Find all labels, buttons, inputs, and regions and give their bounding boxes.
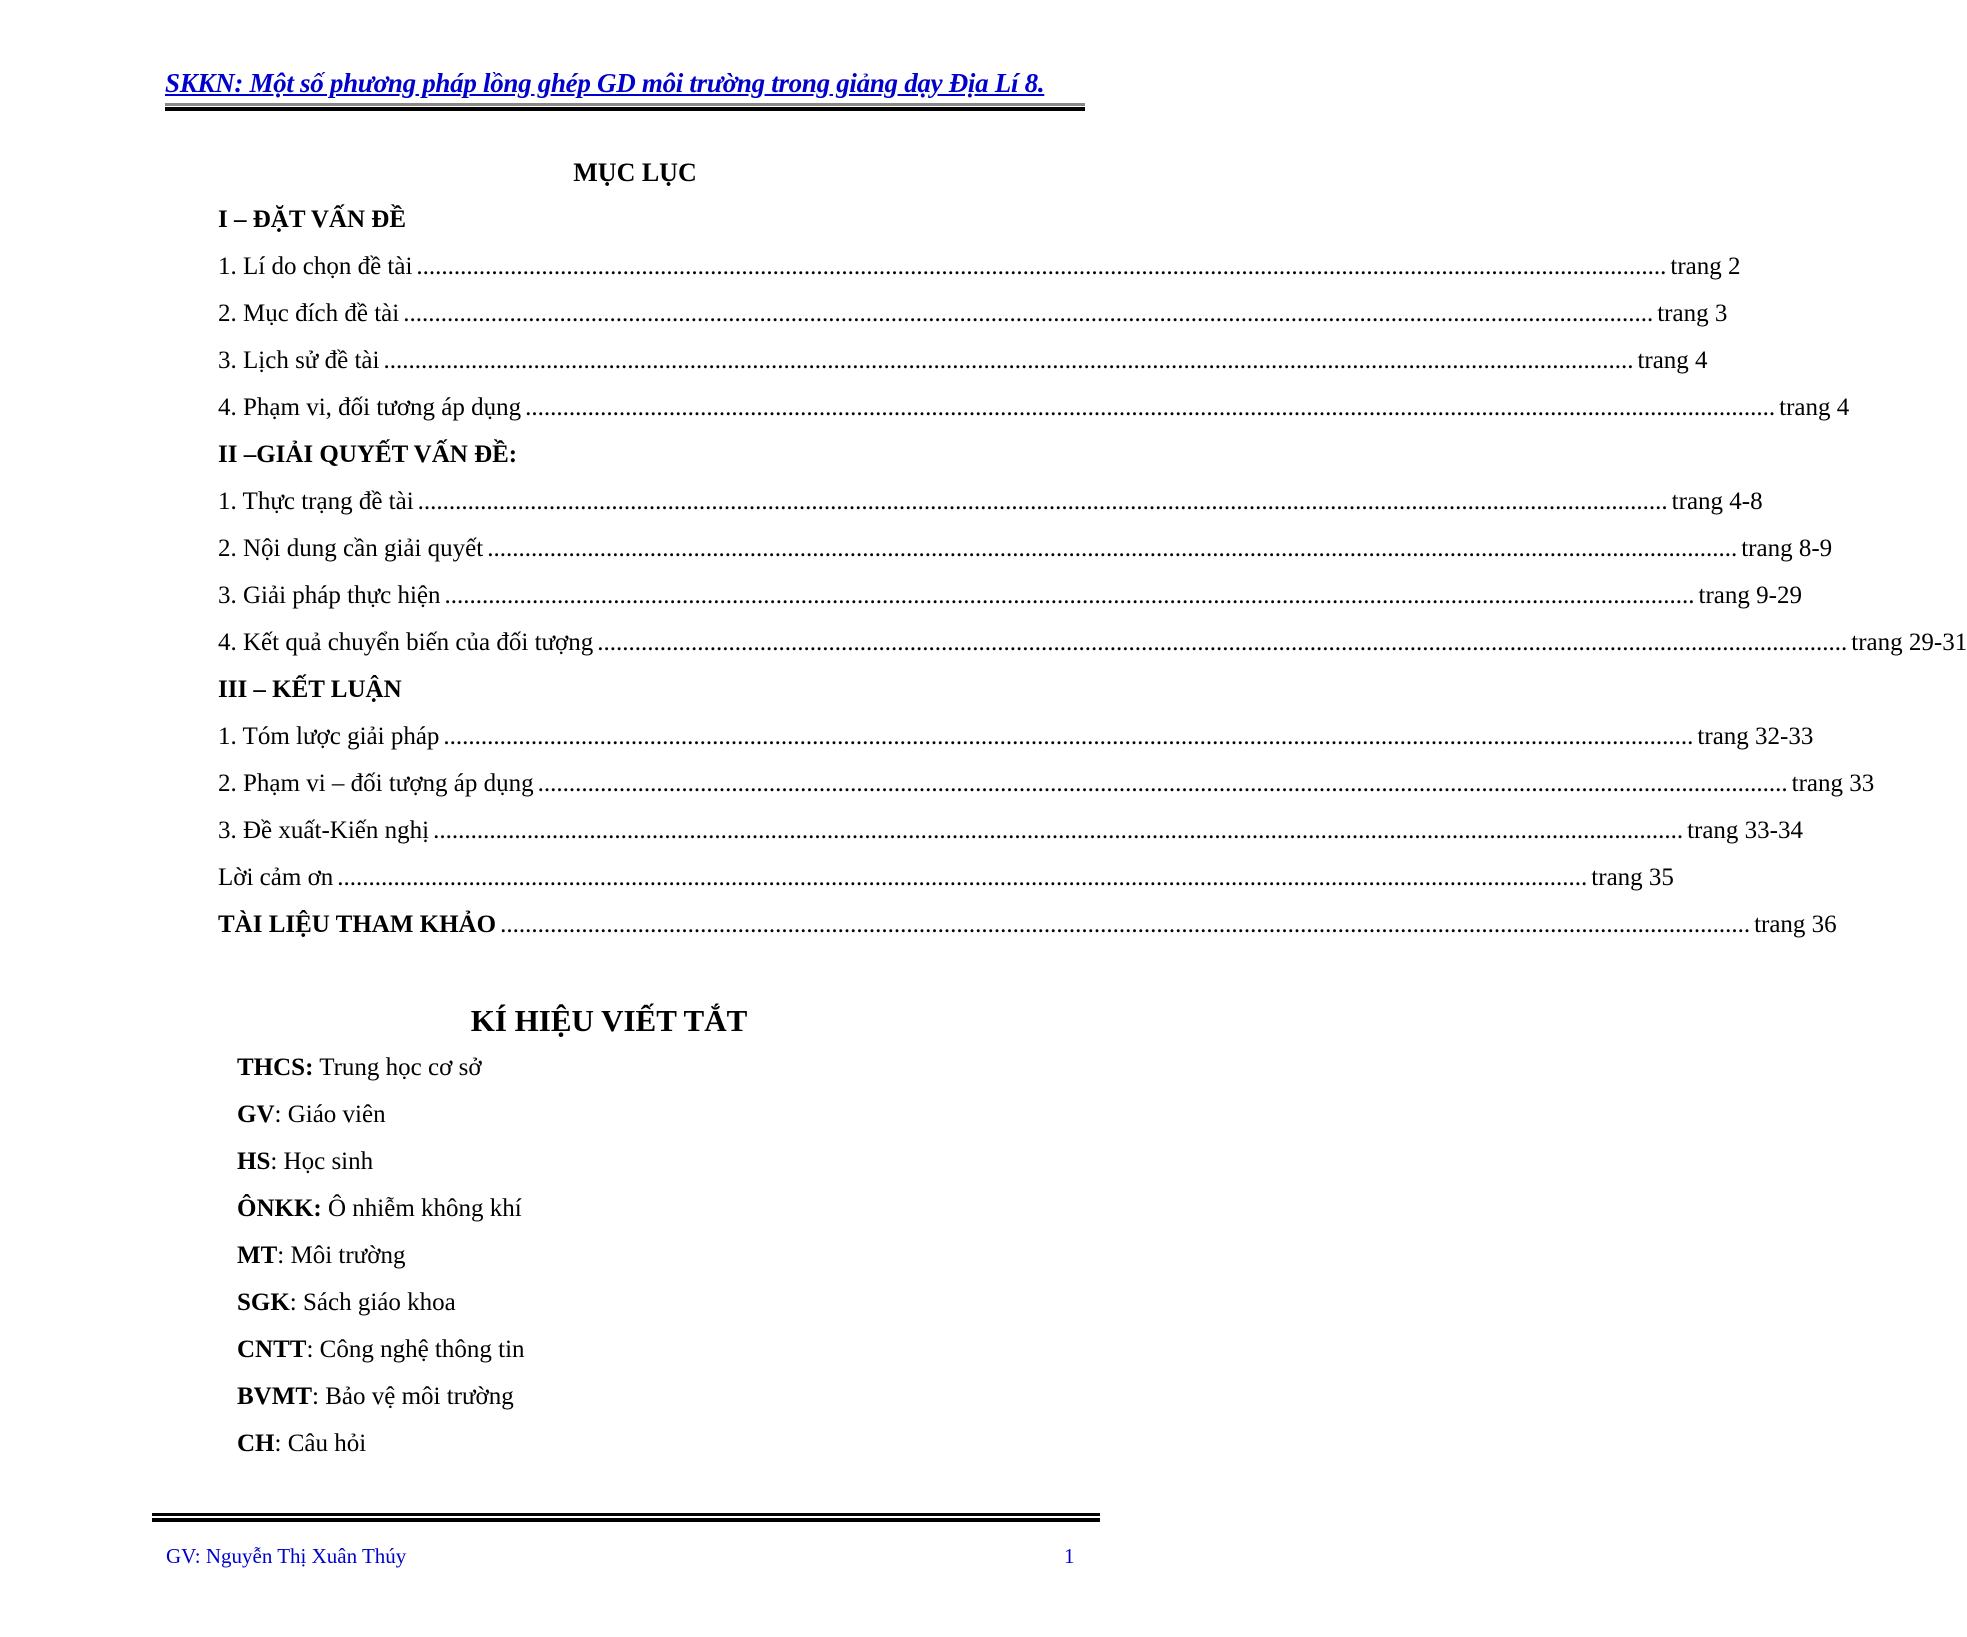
toc-entry-page: trang 9-29: [1698, 582, 1802, 609]
header-rule-thick: [165, 107, 1085, 111]
toc-entry-label: 2. Mục đích đề tài: [218, 300, 400, 327]
abbreviation-code: MT: [237, 1242, 278, 1269]
toc-entry-label: TÀI LIỆU THAM KHẢO: [218, 911, 497, 938]
abbreviation-meaning: Ô nhiễm không khí: [321, 1195, 522, 1222]
abbreviation-item: [237, 1242, 405, 1270]
abbreviation-meaning: : Bảo vệ môi trường: [312, 1383, 514, 1410]
abbreviation-item: [237, 1430, 366, 1458]
abbreviation-meaning: : Câu hỏi: [274, 1430, 367, 1457]
toc-leader-dots: ........................................................................................................................................................................................................: [443, 723, 1694, 750]
toc-entry-label: 1. Lí do chọn đề tài: [218, 253, 413, 280]
header-rule: [165, 103, 1085, 106]
toc-entry-page: trang 36: [1754, 911, 1837, 938]
toc-entry: [218, 252, 1741, 282]
footer-rule-thick: [152, 1518, 1100, 1522]
abbreviation-meaning: Trung học cơ sở: [313, 1054, 482, 1081]
footer-rule: [152, 1513, 1100, 1516]
toc-section-heading: I – ĐẶT VẤN ĐỀ: [218, 206, 407, 233]
toc-entry-label: 3. Đề xuất-Kiến nghị: [218, 817, 430, 844]
toc-entry-label: 1. Thực trạng đề tài: [218, 488, 414, 515]
toc-entry: [218, 393, 1850, 423]
toc-entry-label: 3. Giải pháp thực hiện: [218, 582, 441, 609]
abbreviation-meaning: : Giáo viên: [274, 1101, 386, 1128]
abbreviation-meaning: : Môi trường: [277, 1242, 406, 1269]
toc-entry: [218, 628, 1967, 658]
toc-entry-label: 2. Phạm vi – đối tượng áp dụng: [218, 770, 534, 797]
abbreviation-code: HS: [237, 1148, 271, 1175]
abbreviation-item: [237, 1336, 525, 1364]
toc-entry-label: 4. Phạm vi, đối tương áp dụng: [218, 394, 522, 421]
toc-entry: [218, 534, 1833, 564]
toc-entry-page: trang 4-8: [1671, 488, 1763, 515]
toc-entry-label: 3. Lịch sử đề tài: [218, 347, 380, 374]
toc-entry-page: trang 4: [1779, 394, 1850, 421]
toc-leader-dots: ........................................................................................................................................................................................................: [537, 770, 1788, 797]
toc-leader-dots: ........................................................................................................................................................................................................: [444, 582, 1695, 609]
toc-section-heading: II –GIẢI QUYẾT VẤN ĐỀ:: [218, 441, 518, 468]
abbreviation-item: [237, 1195, 522, 1223]
toc-leader-dots: ........................................................................................................................................................................................................: [433, 817, 1684, 844]
toc-section-heading: III – KẾT LUẬN: [218, 676, 402, 703]
toc-entry-page: trang 4: [1637, 347, 1708, 374]
toc-leader-dots: ........................................................................................................................................................................................................: [417, 488, 1668, 515]
abbreviation-code: GV: [237, 1101, 275, 1128]
toc-entry: [218, 816, 1804, 846]
toc-entry: [218, 910, 1837, 940]
toc-entry-page: trang 29-31: [1851, 629, 1967, 656]
toc-leader-dots: ........................................................................................................................................................................................................: [383, 347, 1634, 374]
abbreviation-code: ÔNKK:: [237, 1195, 322, 1222]
toc-leader-dots: ........................................................................................................................................................................................................: [500, 911, 1751, 938]
toc-entry-label: 1. Tóm lược giải pháp: [218, 723, 440, 750]
toc-leader-dots: ........................................................................................................................................................................................................: [525, 394, 1776, 421]
toc-entry: [218, 769, 1875, 799]
toc-title: MỤC LỤC: [573, 158, 697, 187]
toc-entry-page: trang 32-33: [1697, 723, 1814, 750]
toc-entry-page: trang 33-34: [1687, 817, 1804, 844]
abbreviation-code: CH: [237, 1430, 275, 1457]
abbreviation-code: SGK: [237, 1289, 290, 1316]
abbreviation-code: BVMT: [237, 1383, 312, 1410]
footer-author: GV: Nguyễn Thị Xuân Thúy: [166, 1544, 407, 1568]
abbreviation-meaning: : Học sinh: [270, 1148, 374, 1175]
toc-entry: [218, 863, 1674, 893]
toc-entry: [218, 346, 1708, 376]
toc-entry-page: trang 35: [1591, 864, 1674, 891]
toc-entry-page: trang 8-9: [1741, 535, 1833, 562]
toc-leader-dots: ........................................................................................................................................................................................................: [487, 535, 1738, 562]
toc-leader-dots: ........................................................................................................................................................................................................: [403, 300, 1654, 327]
toc-leader-dots: ........................................................................................................................................................................................................: [597, 629, 1848, 656]
toc-entry-label: 2. Nội dung cần giải quyết: [218, 535, 484, 562]
toc-entry-page: trang 2: [1670, 253, 1741, 280]
toc-leader-dots: ........................................................................................................................................................................................................: [337, 864, 1588, 891]
toc-entry-page: trang 3: [1657, 300, 1728, 327]
abbreviation-item: [237, 1148, 373, 1176]
toc-entry: [218, 722, 1814, 752]
toc-entry: [218, 581, 1802, 611]
toc-entry-label: Lời cảm ơn: [218, 864, 334, 891]
abbreviations-title: KÍ HIỆU VIẾT TẮT: [470, 1003, 748, 1038]
abbreviation-code: THCS:: [237, 1054, 314, 1081]
toc-entry: [218, 299, 1728, 329]
abbreviation-item: [237, 1289, 456, 1317]
document-header-title: SKKN: Một số phương pháp lồng ghép GD môi trường trong giảng dạy Địa Lí 8.: [165, 68, 1045, 98]
abbreviation-code: CNTT: [237, 1336, 307, 1363]
abbreviation-item: [237, 1054, 482, 1082]
abbreviation-item: [237, 1383, 514, 1411]
toc-leader-dots: ........................................................................................................................................................................................................: [416, 253, 1667, 280]
abbreviation-meaning: : Sách giáo khoa: [289, 1289, 456, 1316]
toc-entry-page: trang 33: [1791, 770, 1875, 797]
abbreviation-meaning: : Công nghệ thông tin: [306, 1336, 525, 1363]
page-number: 1: [1064, 1544, 1075, 1568]
toc-entry-label: 4. Kết quả chuyển biến của đối tượng: [218, 629, 594, 656]
toc-entry: [218, 487, 1763, 517]
abbreviation-item: [237, 1101, 386, 1129]
